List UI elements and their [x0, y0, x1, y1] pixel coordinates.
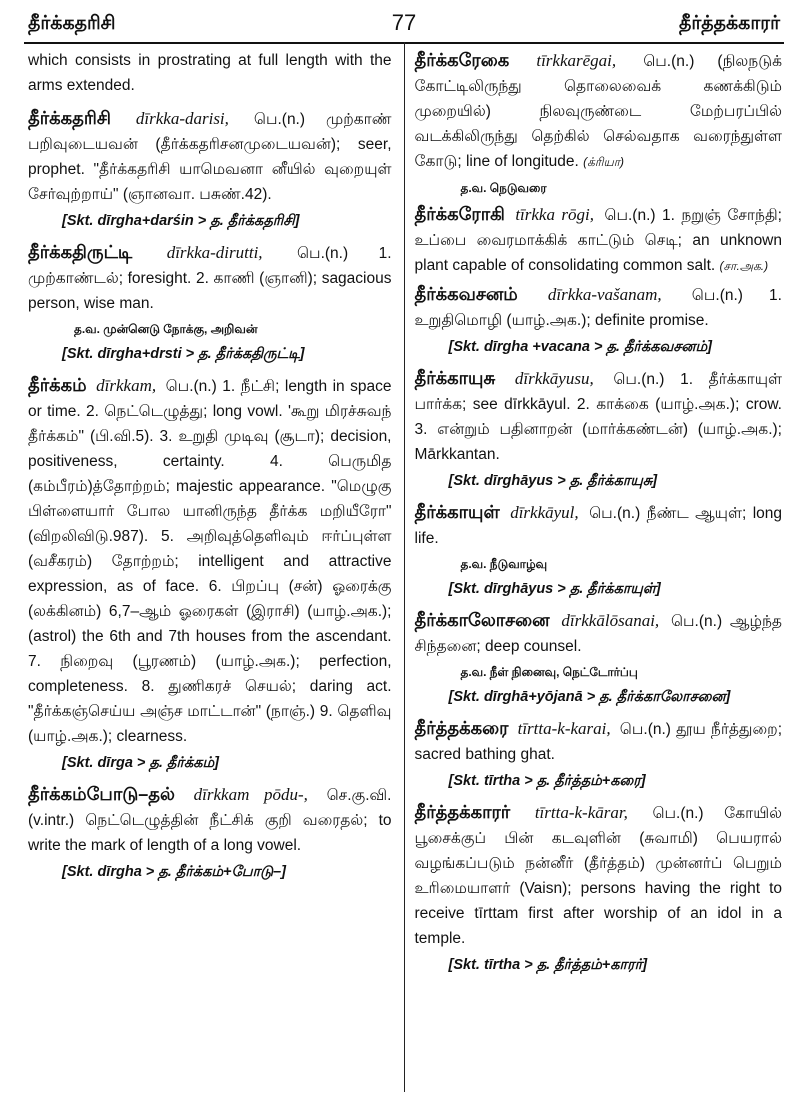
transliteration: tīrtta-k-kārar,: [534, 803, 628, 822]
definition: பெ.(n.) 1. தீர்க்காயுள் பார்க்க; see dīrkkāyul. 2. காக்கை (யாழ்.அக.); crow. 3. என்றும் பதினாறன் (மார்க்கண்டன்) (யாழ்.அக.); Mārkkantan.: [414, 371, 782, 463]
tamil-equivalent: த.வ. நீள் நினைவு, நெட்டோர்ப்பு: [460, 665, 638, 679]
entry: [28, 240, 392, 316]
definition: பெ.(n.) 1. நறுஞ் சோந்தி; உப்பை வைரமாக்கிக் காட்டும் செடி; an unknown plant capable of consolidating common salt.: [414, 207, 782, 274]
headword: தீர்த்தக்கரை: [414, 718, 509, 738]
headword: தீர்க்கதிருட்டி: [28, 242, 133, 262]
source-note: (க்ரியா): [583, 155, 625, 169]
headword: தீர்க்கம்போடு–தல்: [28, 784, 175, 804]
entry: [415, 202, 783, 279]
transliteration: dīrkkālōsanai,: [561, 611, 660, 630]
transliteration: tīrkka rōgi,: [515, 205, 594, 224]
transliteration: dīrkka-darisi,: [135, 109, 229, 128]
continuation-text: which consists in prostrating at full length with the arms extended.: [28, 52, 392, 94]
left-column: [24, 48, 404, 1092]
headword: தீர்க்கதரிசி: [28, 108, 111, 128]
right-column: [405, 48, 785, 1092]
etymology: [Skt. dīrghāyus > த. தீர்க்காயுள்]: [448, 581, 661, 597]
entry: [28, 106, 392, 207]
tamil-equivalent: த.வ. நீடுவாழ்வு: [460, 557, 548, 571]
etymology: [Skt. dīrga > த. தீர்க்கம்]: [62, 755, 219, 771]
left-guide-word: தீர்க்கதரிசி: [28, 13, 116, 34]
transliteration: dīrkkam pōdu-,: [193, 785, 308, 804]
headword: தீர்க்காலோசனை: [414, 610, 550, 630]
definition: பெ.(n.) ஆழ்ந்த சிந்தனை; deep counsel.: [414, 613, 782, 655]
definition: பெ.(n.) நீண்ட ஆயுள்; long life.: [414, 505, 782, 547]
transliteration: dīrkkam,: [96, 376, 157, 395]
tamil-equivalent: த.வ. நெடுவரை: [460, 181, 547, 195]
transliteration: dīrkkāyusu,: [514, 369, 594, 388]
etymology: [Skt. tīrtha > த. தீர்த்தம்+கரை]: [448, 773, 646, 789]
page-header: [24, 8, 784, 44]
page-number: 77: [391, 10, 417, 35]
transliteration: dīrkka-dirutti,: [166, 243, 263, 262]
headword: தீர்க்காயுசு: [414, 368, 496, 388]
definition: பெ.(n.) 1. நீட்சி; length in space or time. 2. நெட்டெழுத்து; long vowl. 'கூறு மிரச்சுவந் தீர்க்கம்" (பி.வி.5). 3. உறுதி முடிவு (சூடா); decision, positiveness, certainty. 4. பெருமித (கம்பீரம்)த்தோற்றம்; majestic appearance. "மெழுகு பிள்ளையார் போல யானிருந்த தீர்க்க மறியீரோ" (விறலிவிடு.987). 5. அறிவுத்தெளிவும் ஈர்ப்புள்ள (வசீகரம்) தோற்றம்; intelligent and attractive expression, as of face. 6. பிறப்பு (சன்) ஓரைக்கு (லக்கினம்) 6,7–ஆம் ஓரைகள் (இராசி) (யாழ்.அக.); (astrol) the 6th and 7th houses from the ascendant. 7. நிறைவு (பூரணம்) (யாழ்.அக.); perfection, completeness. 8. துணிகரச் செயல்; daring act. "தீர்க்கஞ்செய்ய அஞ்ச மாட்டான்" (நாஞ்.) 9. தெளிவு (யாழ்.அக.); clearness.: [28, 378, 392, 745]
columns: [24, 48, 784, 1092]
definition: பெ.(n.) முற்காண் பறிவுடையவன் (தீர்க்கதரிசனமுடையவன்); seer, prophet. "தீர்க்கதரிசி யாமெவனா னீயில் வுறையுள் சேர்வுற்றாய்" (ஞானவா. பசுண்.42).: [28, 111, 392, 203]
headword: தீர்த்தக்காரர்: [414, 802, 511, 822]
etymology: [Skt. dīrgha+drsti > த. தீர்க்கதிருட்டி]: [62, 346, 305, 362]
etymology: [Skt. dīrghā+yōjanā > த. தீர்க்காலோசனை]: [448, 689, 731, 705]
right-guide-word: தீர்த்தக்காரர்: [678, 13, 780, 34]
entry: [415, 500, 783, 551]
entry: [415, 800, 783, 951]
etymology: [Skt. dīrgha > த. தீர்க்கம்+போடு–]: [62, 864, 286, 880]
definition: பெ.(n.) கோயில் பூசைக்குப் பின் கடவுளின் (சுவாமி) பெயரால் வழங்கப்படும் நன்னீர் (தீர்த்தம்) முன்னர்ப் பெறும் உரிமையாளர் (Vaisn); persons having the right to receive tīrttam first after worship of an idol in a temple.: [414, 805, 782, 947]
headword: தீர்க்கரேகை: [414, 50, 510, 70]
entry: [415, 608, 783, 659]
etymology: [Skt. dīrghāyus > த. தீர்க்காயுசு]: [448, 473, 658, 489]
headword: தீர்க்கம்: [28, 375, 87, 395]
definition: பெ.(n.) 1. முற்காண்டல்; foresight. 2. காணி (ஞானி); sagacious person, wise man.: [28, 245, 392, 312]
headword: தீர்க்காயுள்: [414, 502, 500, 522]
entry: [28, 373, 392, 749]
entry: [415, 716, 783, 767]
tamil-equivalent: த.வ. முன்னெடு நோக்கு, அறிவன்: [74, 322, 258, 336]
entry: [415, 366, 783, 467]
transliteration: dīrkkāyul,: [510, 503, 579, 522]
transliteration: tīrtta-k-karai,: [517, 719, 611, 738]
headword: தீர்க்கவசனம்: [414, 284, 518, 304]
source-note: (சா.அக.): [719, 259, 769, 273]
etymology: [Skt. dīrgha +vacana > த. தீர்க்கவசனம்]: [448, 339, 712, 355]
definition: செ.கு.வி. (v.intr.) நெட்டெழுத்தின் நீட்சிக் குறி வரைதல்; to write the mark of length of a long vowel.: [28, 787, 392, 854]
definition: பெ.(n.) 1. உறுதிமொழி (யாழ்.அக.); definite promise.: [414, 287, 782, 329]
entry: [28, 782, 392, 858]
etymology: [Skt. tīrtha > த. தீர்த்தம்+காரர்]: [448, 957, 648, 973]
definition: பெ.(n.) (நிலநடுக் கோட்டிலிருந்து தொலைவைக் கணக்கிடும் முறையில்) நிலவுருண்டை மேற்பரப்பில் வடக்கிலிருந்து தெற்கில் செல்வதாக வரைந்துள்ள கோடு; line of longitude.: [414, 53, 782, 170]
headword: தீர்க்கரோகி: [414, 204, 505, 224]
transliteration: tīrkkarēgai,: [536, 51, 617, 70]
transliteration: dīrkka-vašanam,: [547, 285, 662, 304]
entry: [415, 48, 783, 175]
etymology: [Skt. dīrgha+darśin > த. தீர்க்கதரிசி]: [62, 213, 300, 229]
definition: பெ.(n.) தூய நீர்த்துறை; sacred bathing ghat.: [414, 721, 782, 763]
entry: [415, 282, 783, 333]
